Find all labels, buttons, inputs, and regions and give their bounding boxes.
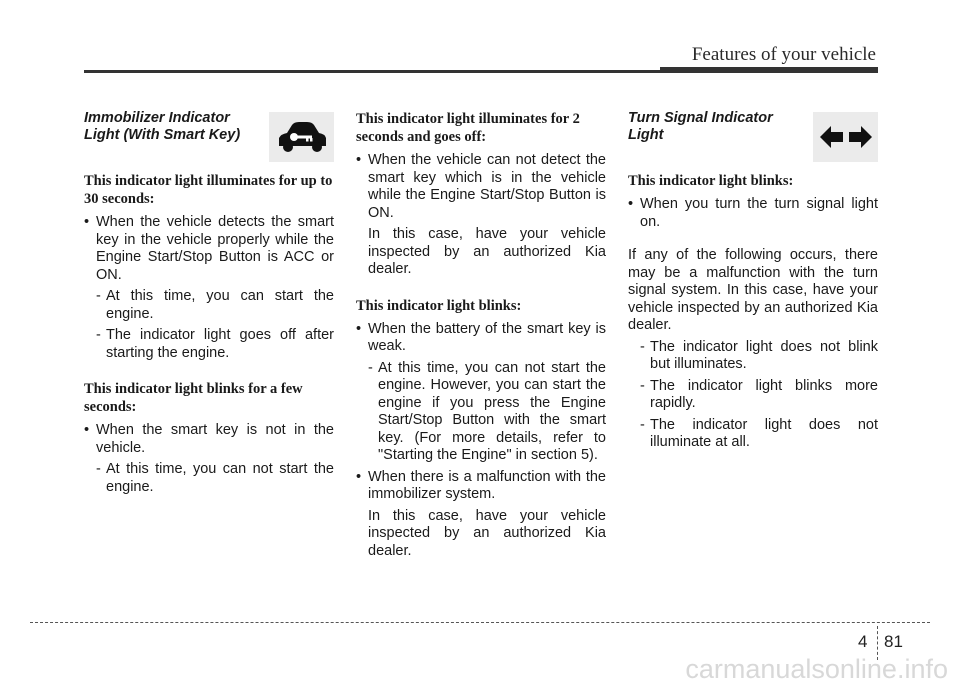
turn-signal-bullet-1: When you turn the turn signal light on. [640, 196, 878, 230]
list-item [356, 321, 606, 356]
bullet-glyph: • [356, 152, 362, 168]
list-item [356, 360, 606, 465]
turn-signal-sub-3: The indicator light does not illuminate at all. [650, 416, 878, 450]
dash-glyph: - [640, 338, 645, 355]
immobilizer-cont-bullet-1-note: In this case, have your vehicle inspected by an authorized Kia dealer. [368, 226, 606, 277]
dash-glyph: - [640, 416, 645, 433]
turn-signal-sub-1: The indicator light does not blink but illuminates. [650, 338, 878, 372]
header-rule-accent [660, 67, 878, 73]
watermark: carmanualsonline.info [685, 654, 948, 684]
immobilizer-cont-lead-1: This indicator light illuminates for 2 seconds and goes off: [356, 111, 580, 145]
immobilizer-title-line2: Light (With Smart Key) [84, 127, 241, 143]
list-item [84, 214, 334, 284]
immobilizer-cont-bullet-3: When there is a malfunction with the immobilizer system. [368, 468, 606, 502]
turn-signal-section-title [628, 110, 798, 144]
list-item [84, 327, 334, 362]
car-key-icon [269, 112, 334, 162]
list-item [84, 461, 334, 496]
immobilizer-cont-bullet-2-sub-1: At this time, you can not start the engine. However, you can start the engine if you press the Engine Start/Stop Button with the smart key. (For more details, refer to "Starting the Engine" in section 5). [378, 359, 606, 463]
immobilizer-title-line1: Immobilizer Indicator [84, 110, 230, 126]
immobilizer-lead-1: This indicator light illuminates for up to 30 seconds: [84, 173, 333, 207]
dash-glyph: - [96, 461, 101, 477]
list-item [84, 422, 334, 457]
bullet-glyph: • [84, 422, 90, 438]
turn-signal-paragraph: If any of the following occurs, there may be a malfunction with the turn signal system. In this case, have your vehicle inspected by an authorized Kia dealer. [628, 247, 878, 333]
page-number: 81 [884, 632, 903, 651]
dash-glyph: - [368, 359, 373, 376]
immobilizer-cont-bullet-2: When the battery of the smart key is weak. [368, 320, 606, 354]
list-item [628, 378, 878, 413]
footer-rule [30, 622, 930, 623]
turn-signal-title-line2: Light [628, 127, 664, 143]
list-item [628, 417, 878, 452]
bullet-glyph: • [356, 468, 362, 485]
bullet-glyph: • [628, 196, 634, 212]
immobilizer-bullet-1-sub-1: At this time, you can start the engine. [106, 288, 334, 322]
turn-signal-title-line1: Turn Signal Indicator [628, 110, 773, 126]
column-immobilizer-continued [356, 110, 606, 560]
turn-signal-sub-2: The indicator light blinks more rapidly. [650, 377, 878, 411]
dash-glyph: - [640, 377, 645, 394]
page-header-title: Features of your vehicle [691, 44, 876, 65]
list-item [356, 152, 606, 222]
turn-signal-lead-1: This indicator light blinks: [628, 173, 794, 189]
dash-glyph: - [96, 327, 101, 343]
chapter-number: 4 [858, 632, 868, 651]
list-item [356, 469, 606, 504]
immobilizer-section-title [84, 110, 254, 144]
immobilizer-lead-2: This indicator light blinks for a few seconds: [84, 381, 303, 415]
immobilizer-bullet-1: When the vehicle detects the smart key in the vehicle properly while the Engine Start/Stop Button is ACC or ON. [96, 214, 334, 283]
immobilizer-cont-bullet-3-note: In this case, have your vehicle inspected by an authorized Kia dealer. [368, 507, 606, 559]
immobilizer-bullet-2-sub-1: At this time, you can not start the engine. [106, 461, 334, 495]
immobilizer-cont-bullet-1: When the vehicle can not detect the smart key which is in the vehicle while the Engine Start/Stop Button is ON. [368, 152, 606, 221]
turn-signal-arrows-icon [813, 112, 878, 162]
column-immobilizer [84, 110, 334, 496]
dash-glyph: - [96, 288, 101, 304]
list-item [628, 339, 878, 374]
immobilizer-bullet-1-sub-2: The indicator light goes off after starting the engine. [106, 327, 334, 361]
list-item [628, 196, 878, 231]
immobilizer-bullet-2: When the smart key is not in the vehicle. [96, 422, 334, 456]
immobilizer-cont-lead-2: This indicator light blinks: [356, 297, 522, 314]
column-turn-signal [628, 110, 878, 452]
bullet-glyph: • [356, 320, 362, 337]
list-item [84, 288, 334, 323]
bullet-glyph: • [84, 214, 90, 230]
